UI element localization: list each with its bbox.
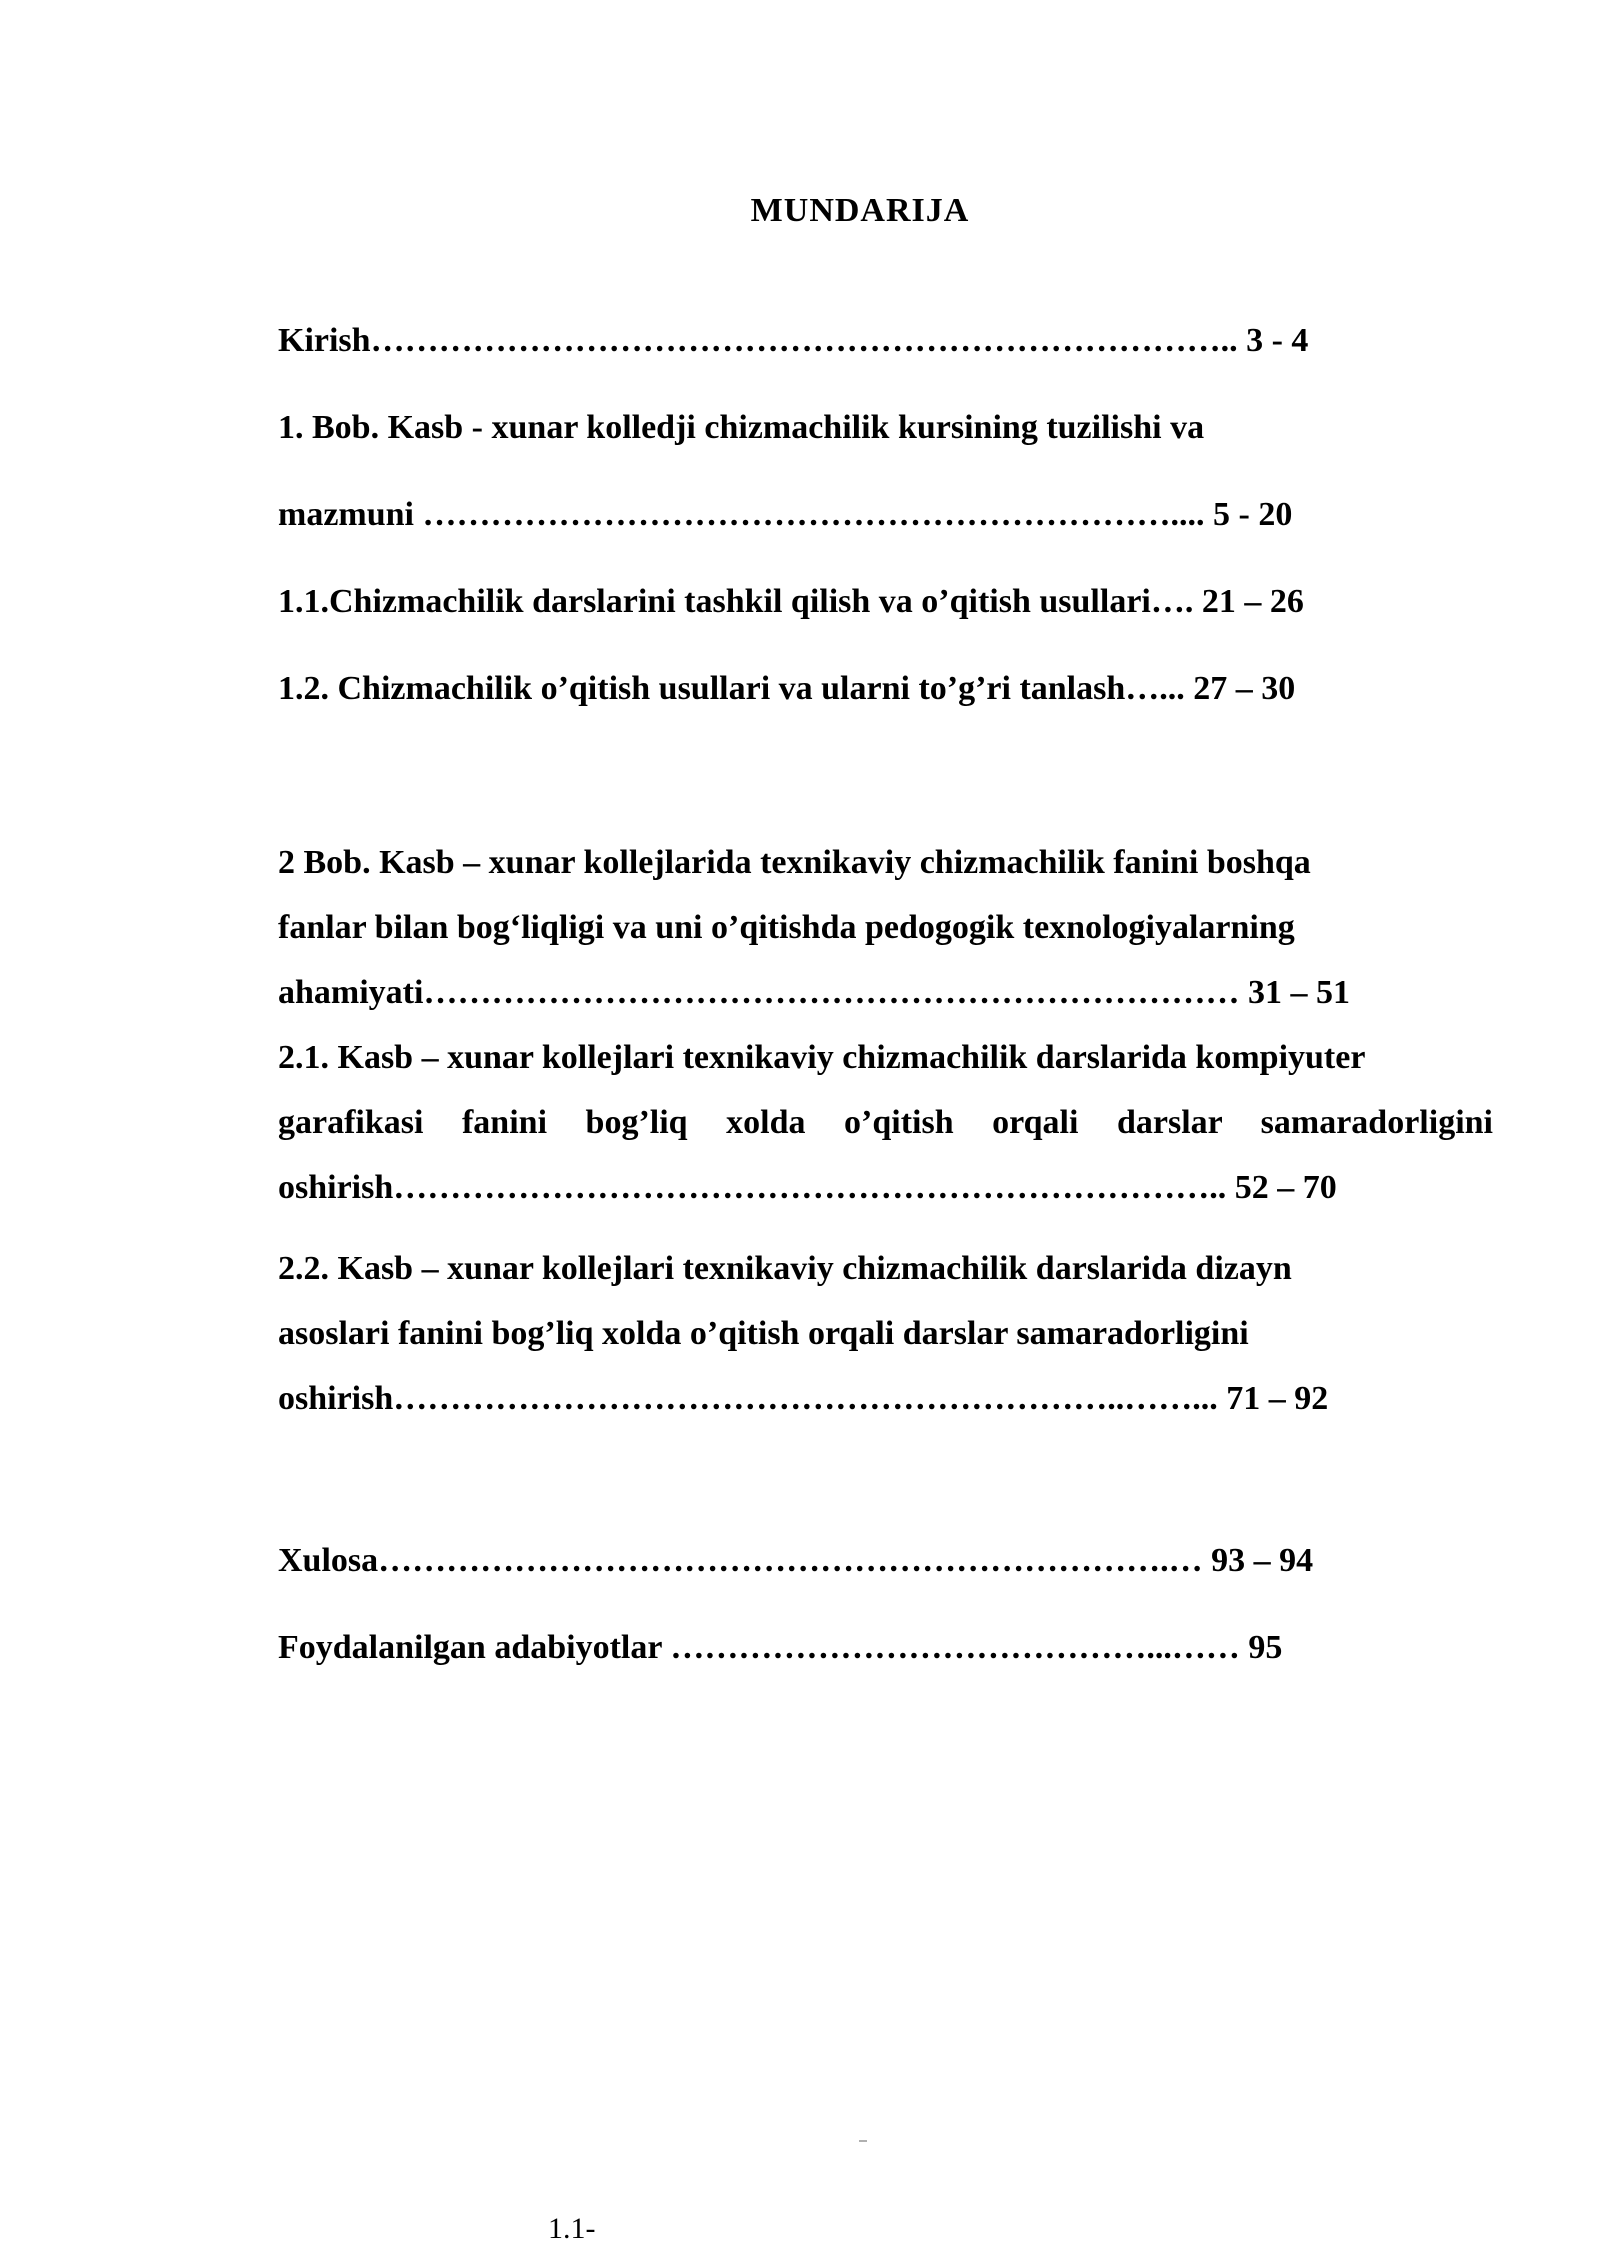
toc-entry-xulosa: Xulosa…………………………………………………………….… 93 – 94	[278, 1542, 1314, 1579]
toc-entry-2-2: 2.2. Kasb – xunar kollejlari texnikaviy chizmachilik darslarida dizayn	[278, 1250, 1292, 1287]
toc-entry-1-1: 1.1.Chizmachilik darslarini tashkil qilish va o’qitish usullari…. 21 – 26	[278, 583, 1304, 620]
toc-entry-chapter-1: 1. Bob. Kasb - xunar kolledji chizmachilik kursining tuzilishi va	[278, 409, 1205, 446]
toc-entry-2-2-cont-1: asoslari fanini bog’liq xolda o’qitish orqali darslar samaradorligini	[278, 1315, 1249, 1352]
toc-entry-2-1-cont-2: oshirish……………………………………………………………….. 52 – 70	[278, 1169, 1337, 1206]
toc-entry-2-1: 2.1. Kasb – xunar kollejlari texnikaviy chizmachilik darslarida kompiyuter	[278, 1039, 1366, 1076]
toc-entry-2-2-cont-2: oshirish………………………………………………………..……... 71 – 92	[278, 1380, 1329, 1417]
toc-entry-1-2: 1.2. Chizmachilik o’qitish usullari va ularni to’g’ri tanlash…... 27 – 30	[278, 670, 1296, 707]
toc-entry-chapter-2: 2 Bob. Kasb – xunar kollejlarida texnikaviy chizmachilik fanini boshqa	[278, 844, 1311, 881]
footer-mark	[859, 2140, 867, 2142]
toc-entry-kirish: Kirish………………………………………………………………….. 3 - 4	[278, 322, 1309, 359]
page-number: 1.1-	[548, 2212, 596, 2245]
toc-entry-adabiyotlar: Foydalanilgan adabiyotlar ……………………………………...…… 95	[278, 1629, 1283, 1666]
toc-entry-chapter-2-cont-1: fanlar bilan bog‘liqligi va uni o’qitishda pedogogik texnologiyalarning	[278, 909, 1295, 946]
toc-entry-chapter-2-cont-2: ahamiyati……………………………………………………………… 31 – 51	[278, 974, 1350, 1011]
page-title: MUNDARIJA	[750, 192, 970, 229]
toc-entry-chapter-1-cont: mazmuni ………………………………………………………….... 5 - 20	[278, 496, 1293, 533]
toc-entry-2-1-cont-1: garafikasi fanini bog’liq xolda o’qitish orqali darslar samaradorligini	[278, 1104, 1493, 1141]
